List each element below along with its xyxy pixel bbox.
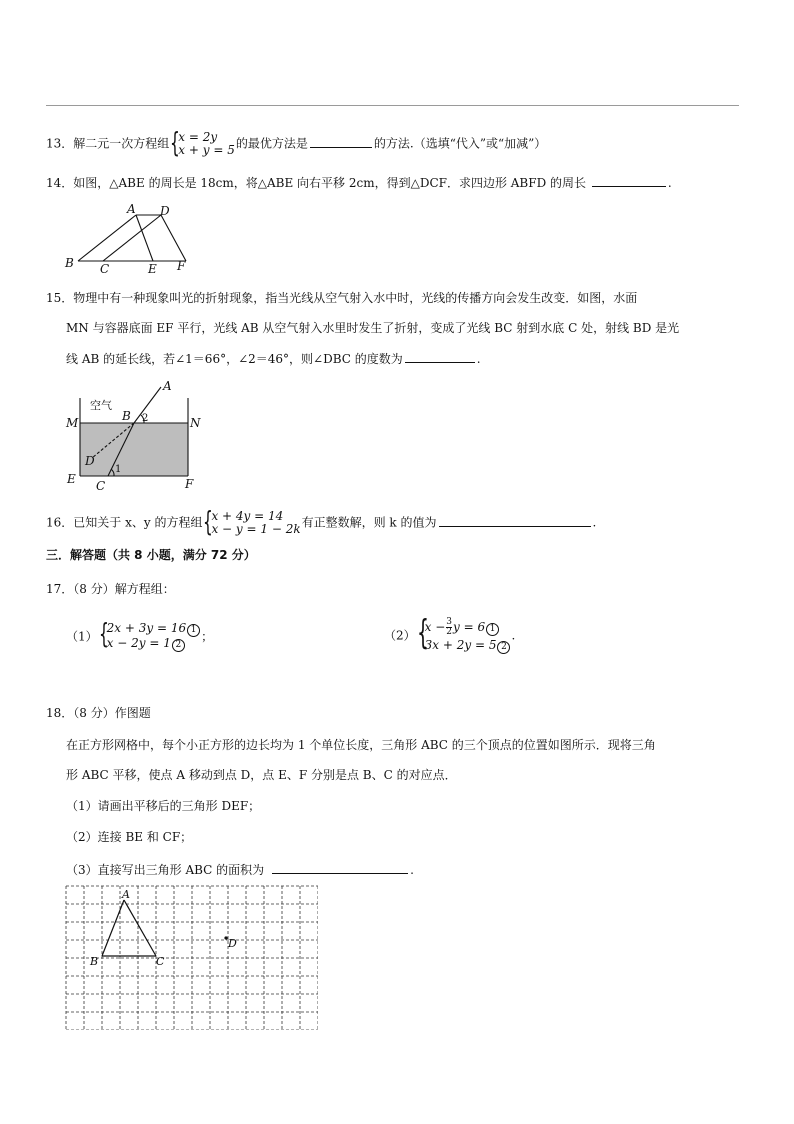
question-text: 物理中有一种现象叫光的折射现象，指当光线从空气射入水中时，光线的传播方向会发生改变．如图，水面 [73, 291, 638, 305]
question-13 [46, 126, 547, 159]
question-18-line-1: 在正方形网格中，每个小正方形的边长均为 1 个单位长度，三角形 ABC 的三个顶点的位置如图所示．现将三角 [66, 738, 656, 752]
point-label-b: B [122, 409, 131, 423]
equation-1-part: x − [424, 620, 446, 634]
question-15-line-1 [46, 289, 637, 307]
question-16 [46, 505, 597, 538]
point-label-b: B [90, 955, 99, 968]
point-label-d: D [228, 937, 237, 950]
equation-2: x − y = 1 − 2k [211, 522, 301, 536]
segment-df [161, 215, 186, 261]
segment-ae [136, 215, 153, 261]
water-region [80, 423, 188, 476]
point-label-f: F [185, 477, 194, 491]
equation-system: { x − $\frac{3}{2}$ y = 6 1 3x + 2y = 5 2 [417, 618, 511, 654]
punctuation: ； [201, 629, 214, 644]
question-text: 解二元一次方程组 [73, 136, 170, 151]
square-grid [66, 886, 318, 1030]
point-label-d: D [85, 454, 95, 468]
question-17-heading: 17．（8 分）解方程组： [46, 582, 175, 596]
part-number: （2） [384, 628, 416, 643]
point-label-c: C [156, 955, 165, 968]
question-number: 15． [46, 291, 74, 305]
question-text: 线 AB 的延长线，若∠1＝66°，∠2＝46°，则∠DBC 的度数为 [66, 352, 403, 366]
circled-number-2: 2 [172, 639, 185, 652]
question-text: 已知关于 x、y 的方程组 [73, 515, 203, 530]
circled-number-2: 2 [497, 641, 510, 654]
segment-dc [103, 215, 161, 261]
question-text: 如图，△ABE 的周长是 18cm，将△ABE 向右平移 2cm，得到△DCF．求四边形 ABFD 的周长 [73, 176, 587, 190]
equation-2: x + y = 5 [178, 143, 235, 157]
part-number: （1） [66, 629, 98, 644]
equation-1: x + 4y = 14 [211, 509, 284, 523]
point-label-m: M [66, 416, 79, 430]
fraction-numerator: 3 [446, 617, 453, 627]
point-label-a: A [127, 202, 136, 216]
fraction [446, 618, 452, 637]
point-label-c: C [96, 479, 106, 493]
period: . [476, 352, 481, 366]
equation-system: { x = 2y x + y = 5 [170, 126, 235, 159]
figure-q15 [62, 378, 212, 496]
question-number: 14． [46, 176, 74, 190]
question-17-part-2 [384, 613, 516, 654]
point-label-a: A [122, 888, 130, 901]
point-label-f: F [177, 259, 186, 273]
figure-q14 [60, 200, 200, 278]
segment-ac [124, 900, 156, 956]
point-label-c: C [100, 262, 110, 276]
point-label-a: A [163, 379, 172, 393]
question-18-step-1: （1）请画出平移后的三角形 DEF； [66, 799, 261, 813]
figure-q18-grid [64, 884, 318, 1030]
circled-number-1: 1 [486, 623, 499, 636]
answer-blank[interactable] [592, 173, 666, 187]
point-label-b: B [65, 256, 74, 270]
equation-1-part: y = 6 [453, 620, 486, 634]
point-label-e: E [148, 262, 157, 276]
question-18-line-2: 形 ABC 平移，使点 A 移动到点 D，点 E、F 分别是点 B、C 的对应点． [66, 768, 457, 782]
question-number: 13． [46, 136, 74, 151]
question-15-line-3 [66, 349, 481, 368]
equation-1: x = 2y [178, 130, 218, 144]
question-15-line-2 [66, 319, 679, 337]
question-text: 的最优方法是 [235, 136, 308, 151]
question-number: 16． [46, 515, 74, 530]
question-text: 的方法.（选填“代入”或“加减”） [373, 136, 547, 151]
question-18-step-3 [66, 860, 414, 879]
period: . [592, 515, 597, 530]
point-label-d: D [160, 204, 170, 218]
period: . [410, 863, 414, 877]
answer-blank[interactable] [439, 513, 591, 527]
segment-ba [102, 900, 124, 956]
question-17-part-1 [66, 617, 214, 652]
equation-2: 3x + 2y = 5 [424, 638, 497, 652]
question-text: MN 与容器底面 EF 平行，光线 AB 从空气射入水里时发生了折射，变成了光线 BC 射到水底 C 处，射线 BD 是光 [66, 321, 680, 335]
point-label-n: N [190, 416, 201, 430]
answer-blank[interactable] [310, 134, 372, 148]
fraction-denominator: 2 [446, 627, 453, 637]
angle-2-label: 2 [142, 413, 149, 424]
period: . [667, 176, 672, 190]
equation-system: { x + 4y = 14 x − y = 1 − 2k [203, 505, 301, 538]
header-rule [46, 105, 739, 106]
segment-ba [78, 215, 136, 261]
circled-number-1: 1 [187, 624, 200, 637]
point-label-e: E [67, 472, 76, 486]
answer-blank[interactable] [272, 860, 408, 874]
question-text: （3）直接写出三角形 ABC 的面积为 [66, 863, 265, 877]
equation-system: { 2x + 3y = 16 1 x − 2y = 1 2 [99, 622, 200, 652]
equation-2: x − 2y = 1 [106, 636, 171, 650]
question-18-step-2: （2）连接 BE 和 CF； [66, 830, 193, 844]
section-heading: 三．解答题（共 8 小题，满分 72 分） [46, 548, 256, 562]
question-14 [46, 173, 672, 192]
punctuation: . [511, 628, 516, 643]
answer-blank[interactable] [405, 349, 475, 363]
question-18-heading: 18．（8 分）作图题 [46, 706, 151, 720]
equation-1: 2x + 3y = 16 [106, 621, 187, 635]
air-label: 空气 [90, 399, 112, 412]
angle-1-label: 1 [115, 464, 122, 475]
question-text: 有正整数解，则 k 的值为 [301, 515, 437, 530]
